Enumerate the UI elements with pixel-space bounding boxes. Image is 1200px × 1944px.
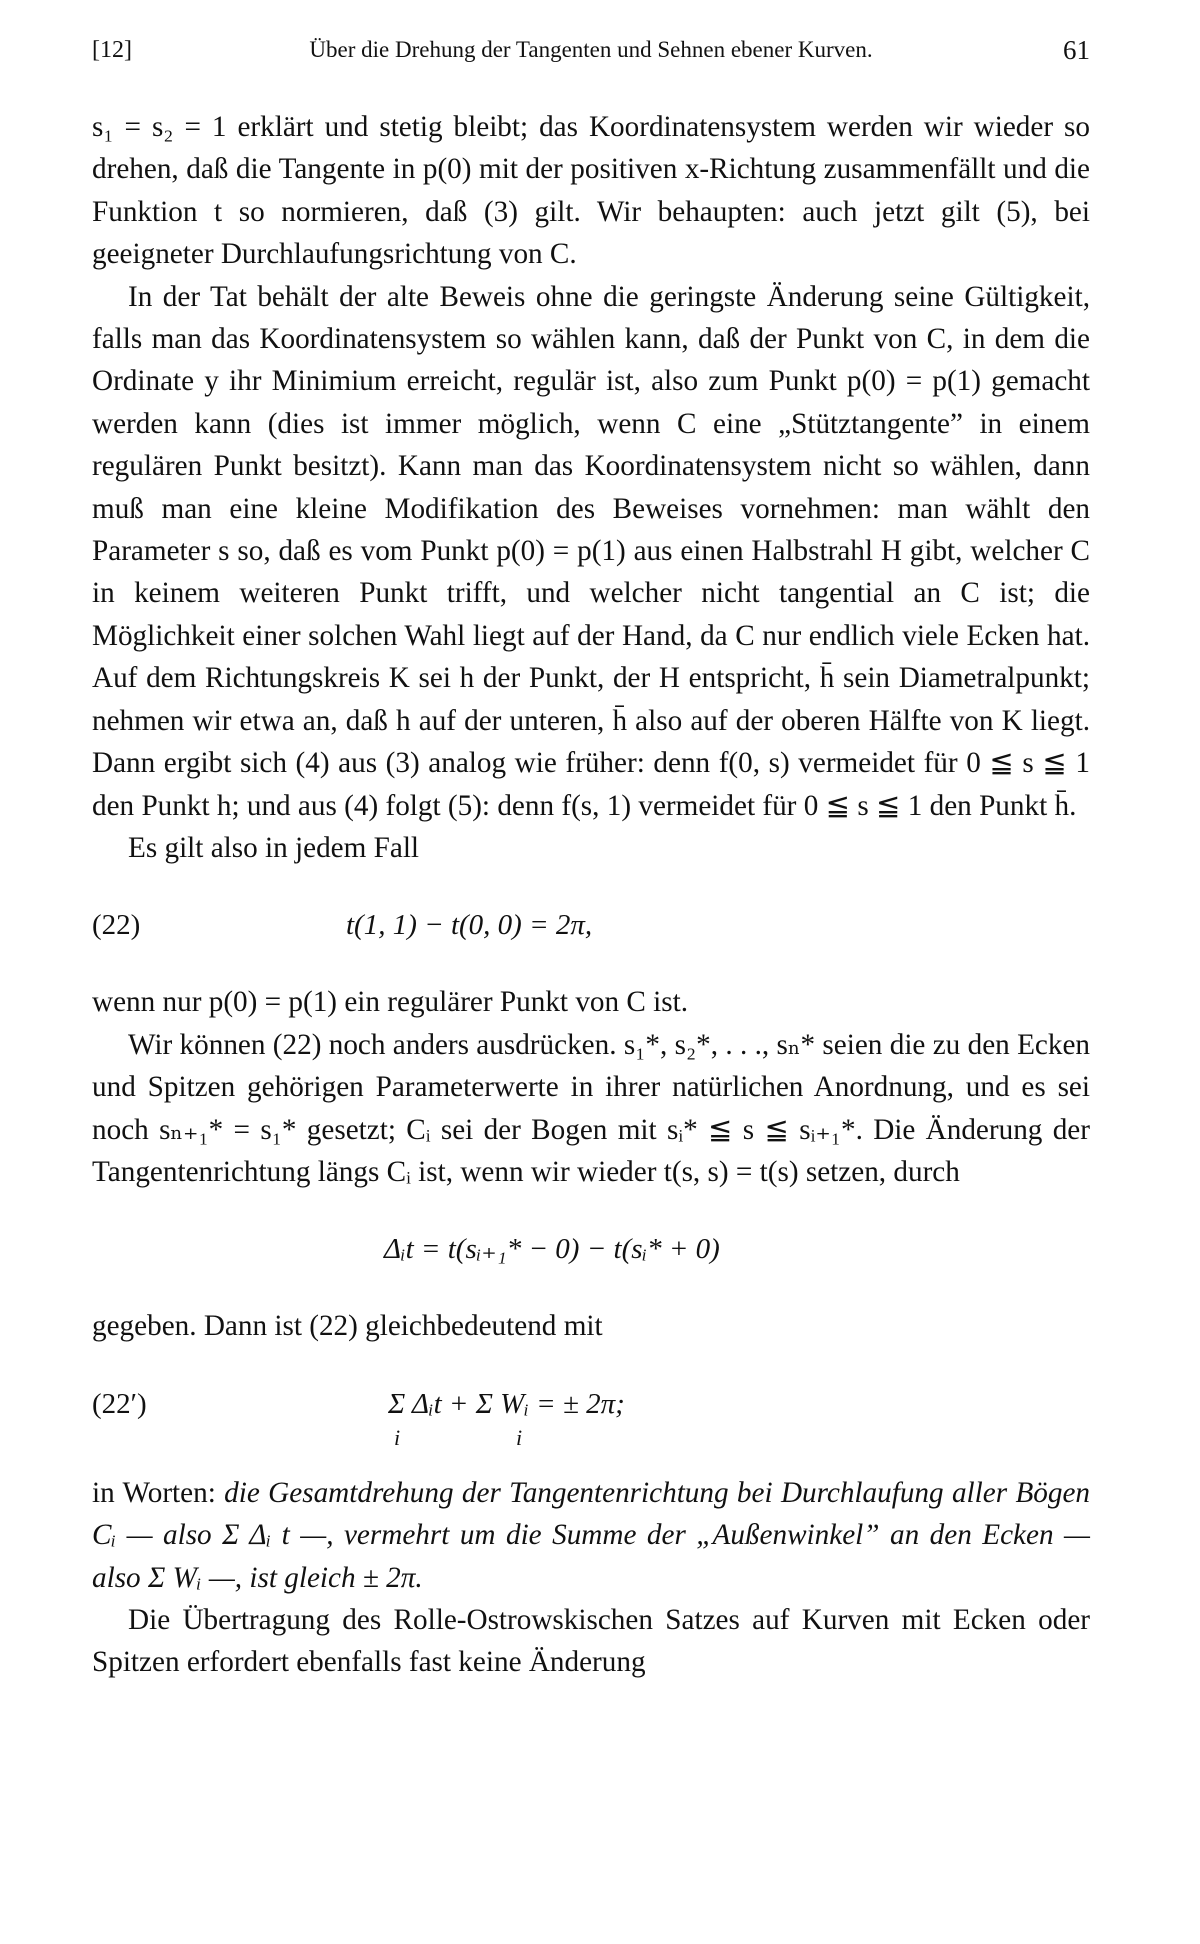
- page-number: 61: [1063, 35, 1090, 65]
- paragraph-7: [92, 1472, 1090, 1599]
- paragraph-7-italic: die Gesamtdrehung der Tangentenrichtung bei Durchlaufung aller Bögen Cᵢ — also Σ Δᵢ t —, vermehrt um die Summe der „Außenwinkel” an den Ecken — also Σ Wᵢ —, ist gleich ± 2π.: [92, 1476, 1091, 1594]
- paragraph-4: wenn nur p(0) = p(1) ein regulärer Punkt von C ist.: [92, 986, 689, 1019]
- equation-delta-formula: Δᵢt = t(sᵢ₊₁* − 0) − t(sᵢ* + 0): [384, 1233, 720, 1266]
- running-title: Über die Drehung der Tangenten und Sehnen ebener Kurven.: [309, 37, 873, 62]
- equation-22-prime-label: (22′): [92, 1387, 147, 1420]
- sum-index-1: i: [394, 1424, 401, 1450]
- equation-22: [92, 895, 1090, 955]
- equation-delta: [92, 1219, 1090, 1279]
- paragraph-6: gegeben. Dann ist (22) gleichbedeutend mit: [92, 1310, 603, 1343]
- paragraph-8: Die Übertragung des Rolle-Ostrowskischen Satzes auf Kurven mit Ecken oder Spitzen erfordert ebenfalls fast keine Änderung: [92, 1603, 1090, 1679]
- equation-22-prime-formula: Σ Δᵢt + Σ Wᵢ = ± 2π;: [388, 1387, 625, 1420]
- sum-index-2: i: [516, 1424, 523, 1450]
- equation-22-formula: t(1, 1) − t(0, 0) = 2π,: [346, 909, 593, 942]
- paragraph-5: Wir können (22) noch anders ausdrücken. s₁*, s₂*, . . ., sₙ* seien die zu den Ecken und Spitzen gehörigen Parameterwerte in ihrer natürlichen Anordnung, und es sei noch sₙ₊₁* = s₁* gesetzt; Cᵢ sei der Bogen mit sᵢ* ≦ s ≦ sᵢ₊₁*. Die Änderung der Tangentenrichtung längs Cᵢ ist, wenn wir wieder t(s, s) = t(s) setzen, durch: [92, 1028, 1090, 1188]
- section-number: [12]: [92, 37, 132, 63]
- body-text: [92, 106, 1090, 1684]
- equation-22-prime: [92, 1374, 1090, 1450]
- paragraph-2: In der Tat behält der alte Beweis ohne die geringste Änderung seine Gültigkeit, falls man das Koordinatensystem so wählen kann, daß der Punkt von C, in dem die Ordinate y ihr Minimium erreicht, regulär ist, also zum Punkt p(0) = p(1) gemacht werden kann (dies ist immer möglich, wenn C eine „Stütztangente” in einem regulären Punkt besitzt). Kann man das Koordinatensystem nicht so wählen, dann muß man eine kleine Modifikation des Beweises vornehmen: man wählt den Parameter s so, daß es vom Punkt p(0) = p(1) aus einen Halbstrahl H gibt, welcher C in keinem weiteren Punkt trifft, und welcher nicht tangential an C ist; die Möglichkeit einer solchen Wahl liegt auf der Hand, da C nur endlich viele Ecken hat. Auf dem Richtungskreis K sei h der Punkt, der H entspricht, h̄ sein Diametralpunkt; nehmen wir etwa an, daß h auf der unteren, h̄ also auf der oberen Hälfte von K liegt. Dann ergibt sich (4) aus (3) analog wie früher: denn f(0, s) vermeidet für 0 ≦ s ≦ 1 den Punkt h; und aus (4) folgt (5): denn f(s, 1) vermeidet für 0 ≦ s ≦ 1 den Punkt h̄.: [92, 280, 1090, 822]
- paragraph-7-lead: in Worten:: [92, 1476, 225, 1509]
- running-header: [92, 30, 1090, 70]
- paragraph-3: Es gilt also in jedem Fall: [128, 831, 420, 864]
- equation-22-label: (22): [92, 909, 141, 942]
- paragraph-1: s₁ = s₂ = 1 erklärt und stetig bleibt; das Koordinatensystem werden wir wieder so drehen, daß die Tangente in p(0) mit der positiven x-Richtung zusammenfällt und die Funktion t so normieren, daß (3) gilt. Wir behaupten: auch jetzt gilt (5), bei geeigneter Durchlaufungsrichtung von C.: [92, 111, 1090, 271]
